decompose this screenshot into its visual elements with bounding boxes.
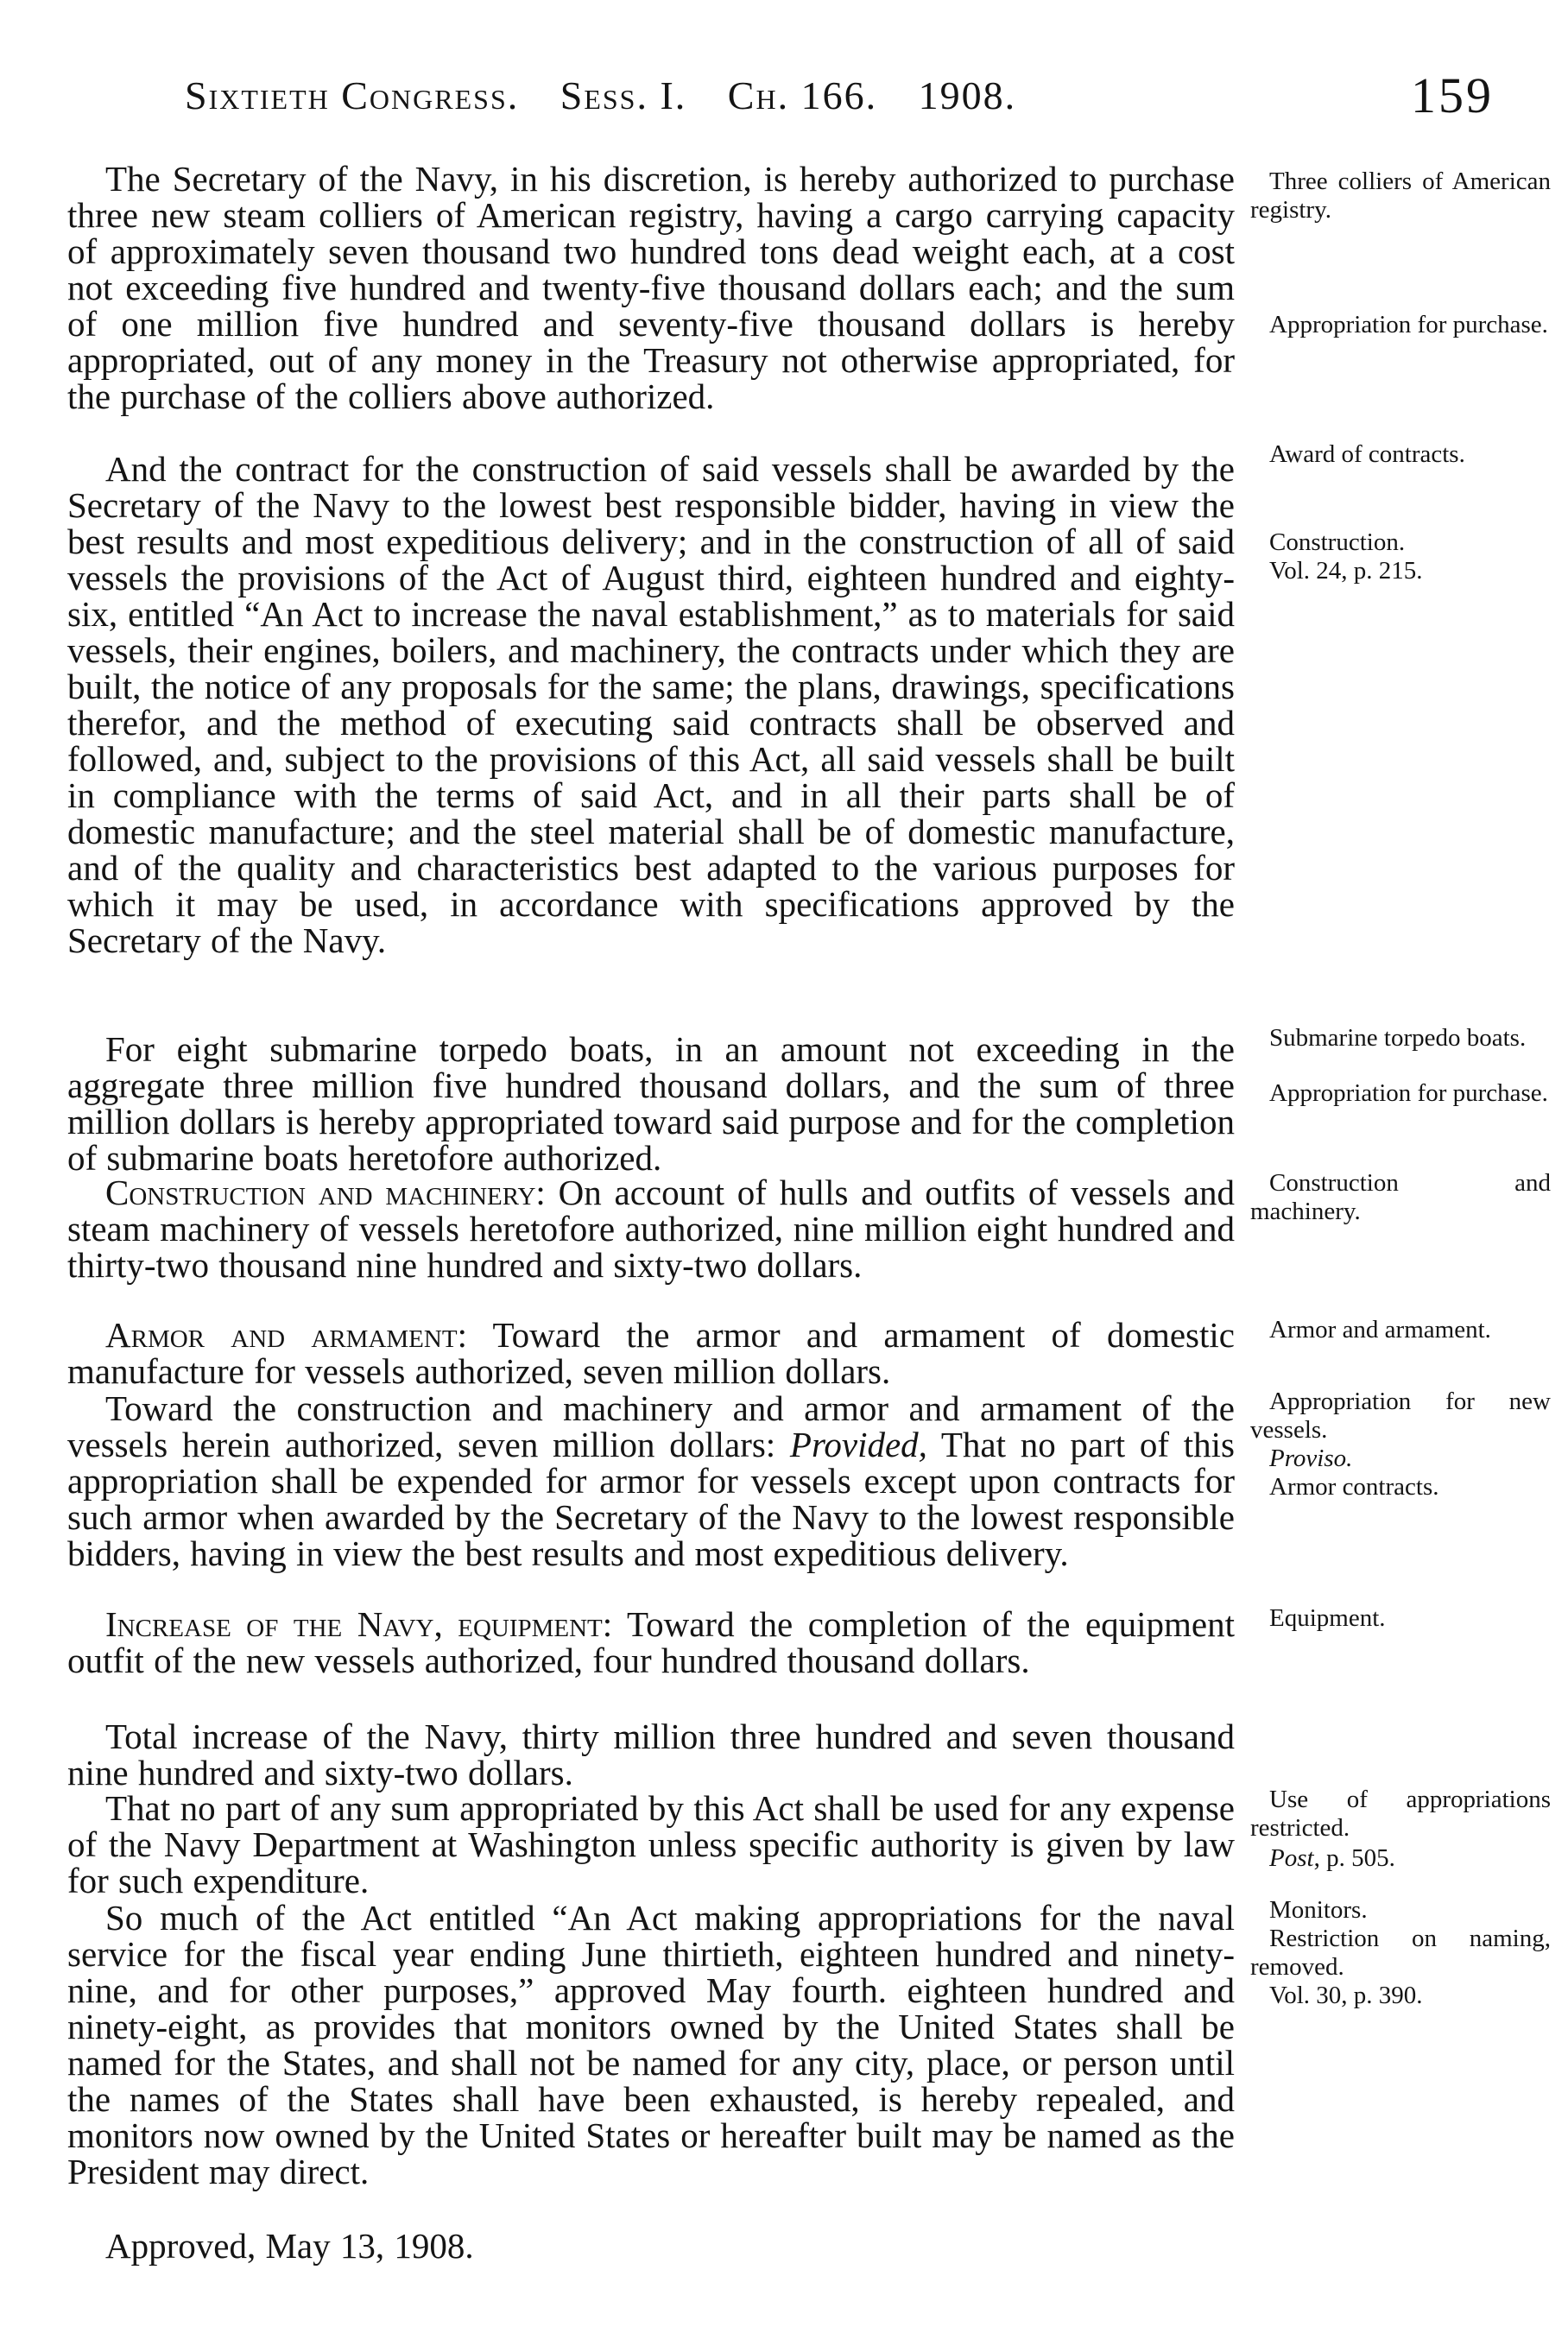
statute-paragraph-use-restricted <box>67 1790 1235 1899</box>
statute-paragraph-equipment <box>67 1606 1235 1679</box>
margin-note <box>1250 528 1551 557</box>
margin-note-text: Post <box>1269 1844 1314 1872</box>
margin-note <box>1250 1473 1551 1502</box>
running-head <box>185 73 1017 117</box>
paragraph-lead-small-caps: Increase of the Navy, equipment <box>105 1604 603 1644</box>
paragraph-text: That no part of any sum appropriated by this Act shall be used for any expense of the Navy Department at Washington unless specific authority is given by law for such expenditure. <box>67 1788 1235 1900</box>
margin-note-text: Submarine torpedo boats. <box>1269 1024 1527 1052</box>
margin-note <box>1250 1604 1551 1633</box>
margin-note-text: Appropriation for purchase. <box>1269 1079 1548 1107</box>
statute-paragraph-armor-armament <box>67 1317 1235 1389</box>
statute-paragraph-total-increase <box>67 1718 1235 1791</box>
paragraph-text: For eight submarine torpedo boats, in an amount not exceeding in the aggregate three million five hundred thousand dollars, and the sum of three million dollars is hereby appropriated toward said purpose and for the completion of submarine boats heretofore authorized. <box>67 1029 1235 1178</box>
margin-note-text: Armor contracts. <box>1269 1473 1439 1501</box>
margin-note-text: Vol. 30, p. 390. <box>1269 1982 1423 2009</box>
paragraph-lead-small-caps: Construction and machinery <box>105 1173 536 1212</box>
statute-paragraph-monitors <box>67 1900 1235 2190</box>
margin-note-text: Three colliers of American registry. <box>1250 168 1551 224</box>
margin-note-citation <box>1250 1982 1551 2010</box>
margin-note <box>1250 1896 1551 1925</box>
margin-note <box>1250 1079 1551 1108</box>
paragraph-text: So much of the Act entitled “An Act making appropriations for the naval service for the fiscal year ending June thirtieth, eighteen hundred and ninety-nine, and for other purposes,” approved May fourth. eighteen hundred and ninety-eight, as provides that monitors owned by the United States shall be named for the States, and shall not be named for any city, place, or person until the names of the States shall have been exhausted, is hereby repealed, and monitors now owned by the United States or hereafter built may be named as the President may direct. <box>67 1898 1235 2191</box>
margin-note-text: Equipment. <box>1269 1604 1386 1632</box>
margin-note <box>1250 1925 1551 1982</box>
paragraph-text: : Toward the completion of the equipment outfit of the new vessels authorized, four hundred thousand dollars. <box>67 1604 1236 1680</box>
margin-note-text: Construction and machinery. <box>1250 1169 1551 1225</box>
margin-note-text: Appropriation for purchase. <box>1269 311 1548 338</box>
paragraph-lead-small-caps: Armor and armament <box>105 1315 458 1355</box>
paragraph-text: : On account of hulls and outfits of vessels and steam machinery of vessels heretofore authorized, nine million eight hundred and thirty-two thousand nine hundred and sixty-two dollars. <box>67 1173 1235 1285</box>
statute-paragraph-armor-proviso <box>67 1390 1235 1571</box>
paragraph-text: Toward the construction and machinery and armor and armament of the vessels herein authorized, seven million dollars: <box>67 1388 1235 1464</box>
paragraph-provided-italic: Provided, <box>789 1425 927 1464</box>
margin-note <box>1250 1388 1551 1445</box>
margin-note <box>1250 311 1551 339</box>
margin-note-proviso <box>1250 1445 1551 1473</box>
margin-note-text: Construction. <box>1269 528 1406 556</box>
statute-paragraph-contract-award <box>67 451 1235 958</box>
margin-note <box>1250 168 1551 224</box>
margin-note <box>1250 1786 1551 1843</box>
margin-note-text: Award of contracts. <box>1269 440 1465 468</box>
running-head-chapter: Ch. 166. <box>727 73 878 117</box>
margin-note-text: Vol. 24, p. 215. <box>1269 557 1423 585</box>
paragraph-text: That no part of this appropriation shall be expended for armor for vessels except upon contracts for such armor when awarded by the Secretary of the Navy to the lowest responsible bidders, having in view the best results and most expeditious delivery. <box>67 1425 1235 1573</box>
margin-note-text: Appropriation for new vessels. <box>1250 1388 1551 1444</box>
margin-note <box>1250 440 1551 469</box>
margin-note-citation <box>1250 1844 1551 1873</box>
margin-note <box>1250 1024 1551 1053</box>
running-head-session: Sess. I. <box>560 73 687 117</box>
paragraph-text: : Toward the armor and armament of domestic manufacture for vessels authorized, seven million dollars. <box>67 1315 1235 1391</box>
running-head-congress: Sixtieth Congress. <box>185 73 520 117</box>
margin-note-text: Armor and armament. <box>1269 1316 1491 1344</box>
margin-note-text: Use of appropriations restricted. <box>1250 1786 1551 1842</box>
margin-note-text: , p. 505. <box>1313 1844 1395 1872</box>
statute-paragraph-colliers <box>67 161 1235 414</box>
paragraph-text: Approved, May 13, 1908. <box>105 2226 474 2266</box>
statute-paragraph-submarine-boats <box>67 1031 1235 1176</box>
page-number: 159 <box>1411 67 1494 123</box>
paragraph-text: The Secretary of the Navy, in his discretion, is hereby authorized to purchase three new steam colliers of American registry, having a cargo carrying capacity of approximately seven thousand two hundred tons dead weight each, at a cost not exceeding five hundred and twenty-five thousand dollars each; and the sum of one million five hundred and seventy-five thousand dollars is hereby appropriated, out of any money in the Treasury not otherwise appropriated, for the purchase of the colliers above authorized. <box>67 159 1235 416</box>
margin-note-citation <box>1250 557 1551 585</box>
paragraph-text: Total increase of the Navy, thirty million three hundred and seven thousand nine hundred and sixty-two dollars. <box>67 1717 1235 1792</box>
statute-approval-line <box>67 2228 1235 2264</box>
statute-paragraph-construction-machinery <box>67 1174 1235 1283</box>
running-head-year: 1908. <box>918 73 1017 117</box>
paragraph-text: And the contract for the construction of said vessels shall be awarded by the Secretary of the Navy to the lowest best responsible bidder, having in view the best results and most expeditious delivery; and in the construction of all of said vessels the provisions of the Act of August third, eighteen hundred and eighty-six, entitled “An Act to increase the naval establishment,” as to materials for said vessels, their engines, boilers, and machinery, the contracts under which they are built, the notice of any proposals for the same; the plans, drawings, specifications therefor, and the method of executing said contracts shall be observed and followed, and, subject to the provisions of this Act, all said vessels shall be built in compliance with the terms of said Act, and in all their parts shall be of domestic manufacture; and the steel material shall be of domestic manufacture, and of the quality and characteristics best adapted to the various purposes for which it may be used, in accordance with specifications approved by the Secretary of the Navy. <box>67 449 1235 960</box>
margin-note-text: Monitors. <box>1269 1896 1368 1924</box>
margin-note-text: Proviso. <box>1269 1445 1353 1472</box>
margin-note <box>1250 1316 1551 1344</box>
margin-note <box>1250 1169 1551 1226</box>
margin-note-text: Restriction on naming, removed. <box>1250 1925 1551 1981</box>
